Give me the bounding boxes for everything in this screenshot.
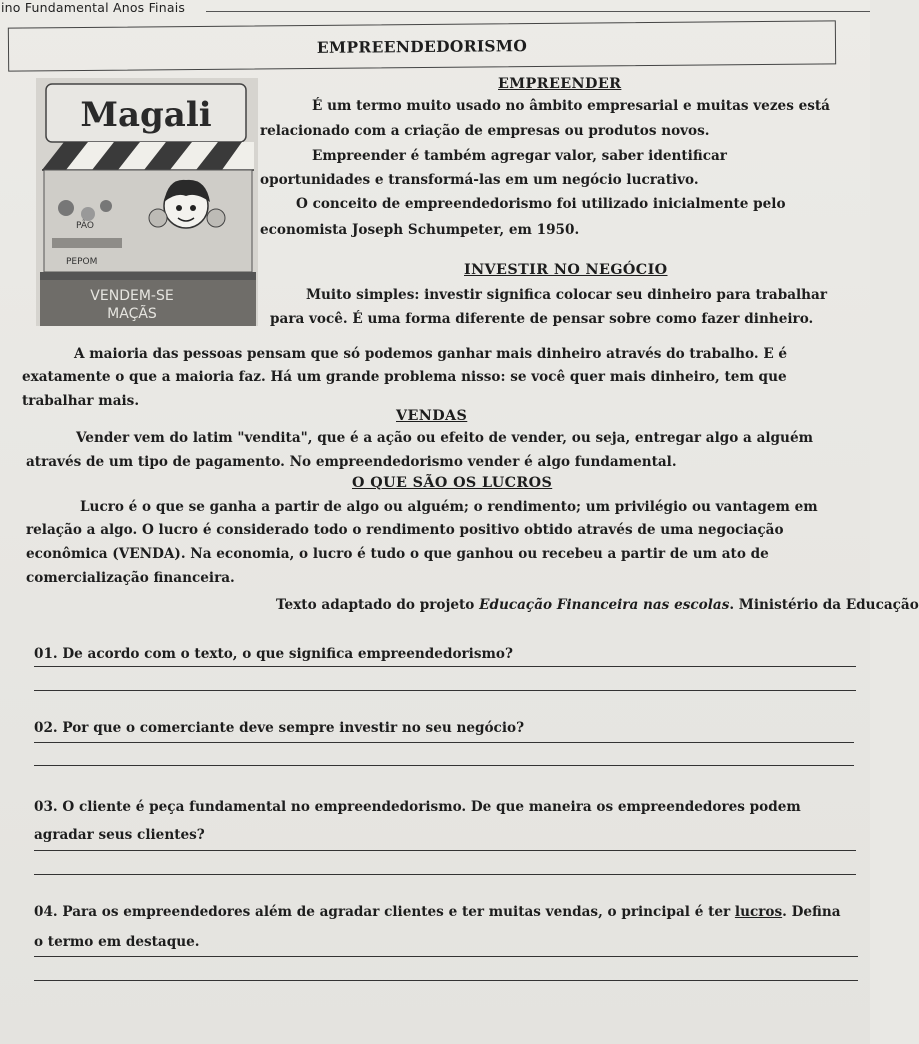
shelf-label-2: PEPOM <box>66 257 98 267</box>
question-2: 02. Por que o comerciante deve sempre investir no seu negócio? <box>34 720 525 736</box>
lucros-line-4: comercialização financeira. <box>26 570 235 586</box>
awning <box>42 142 254 170</box>
empreender-line-1: É um termo muito usado no âmbito empresarial e muitas vezes está <box>312 98 830 114</box>
source-prefix: Texto adaptado do projeto <box>276 597 480 613</box>
vendas-line-1: Vender vem do latim "vendita", que é a ação ou efeito de vender, ou seja, entregar algo a alguém <box>76 430 813 446</box>
answer-line-2a[interactable] <box>34 742 854 743</box>
source-suffix: . Ministério da Educação <box>729 597 919 613</box>
lucros-line-2: relação a algo. O lucro é considerado todo o rendimento positivo obtido através de uma negociação <box>26 522 784 538</box>
investir-line-5: trabalhar mais. <box>22 393 140 409</box>
school-header-underline <box>206 11 870 12</box>
q4-text-b: . Defina <box>782 904 841 920</box>
source-credit <box>276 594 919 617</box>
school-header: ino Fundamental Anos Finais <box>1 0 186 15</box>
investir-line-2: para você. É uma forma diferente de pensar sobre como fazer dinheiro. <box>270 311 814 327</box>
heading-investir: INVESTIR NO NEGÓCIO <box>464 262 668 278</box>
answer-line-4b[interactable] <box>34 980 858 981</box>
lucros-line-1: Lucro é o que se ganha a partir de algo ou alguém; o rendimento; um privilégio ou vantagem em <box>80 499 818 515</box>
question-1: 01. De acordo com o texto, o que significa empreendedorismo? <box>34 646 513 662</box>
q4-text-a: 04. Para os empreendedores além de agradar clientes e ter muitas vendas, o principal é ter <box>34 904 735 920</box>
investir-line-3: A maioria das pessoas pensam que só podemos ganhar mais dinheiro através do trabalho. E é <box>74 346 788 362</box>
question-4-line-1 <box>34 904 841 920</box>
empreender-line-3: Empreender é também agregar valor, saber identificar <box>312 148 727 164</box>
vendas-line-2: através de um tipo de pagamento. No empreendedorismo vender é algo fundamental. <box>26 454 677 470</box>
heading-lucros: O QUE SÃO OS LUCROS <box>352 475 553 491</box>
heading-vendas: VENDAS <box>396 408 468 424</box>
source-italic: Educação Financeira nas escolas <box>479 597 730 613</box>
lucros-line-3: econômica (VENDA). Na economia, o lucro é tudo o que ganhou ou recebeu a partir de um ato de <box>26 546 769 562</box>
question-4-line-2: o termo em destaque. <box>34 934 200 950</box>
investir-line-4: exatamente o que a maioria faz. Há um grande problema nisso: se você quer mais dinheiro, tem que <box>22 369 787 385</box>
empreender-line-6: economista Joseph Schumpeter, em 1950. <box>260 222 580 238</box>
answer-line-1a[interactable] <box>34 666 856 667</box>
answer-line-2b[interactable] <box>34 765 854 766</box>
q4-highlight-lucros: lucros <box>734 904 783 920</box>
shelf-label-1: PÃO <box>76 221 94 231</box>
title-box <box>8 20 836 71</box>
investir-line-1: Muito simples: investir significa colocar seu dinheiro para trabalhar <box>306 287 828 303</box>
sign-title: Magali <box>80 95 212 135</box>
answer-line-1b[interactable] <box>34 690 856 691</box>
answer-line-4a[interactable] <box>34 956 858 957</box>
empreender-line-2: relacionado com a criação de empresas ou produtos novos. <box>260 123 710 139</box>
stand-text-line2: MAÇÃS <box>107 306 157 322</box>
question-3-line-1: 03. O cliente é peça fundamental no empreendedorismo. De que maneira os empreendedores podem <box>34 799 801 815</box>
answer-line-3b[interactable] <box>34 874 856 875</box>
heading-empreender: EMPREENDER <box>498 76 622 92</box>
page-title: EMPREENDEDORISMO <box>316 36 528 57</box>
answer-line-3a[interactable] <box>34 850 856 851</box>
question-3-line-2: agradar seus clientes? <box>34 827 205 843</box>
magali-stand-illustration <box>36 78 258 326</box>
stand-text-line1: VENDEM-SE <box>90 288 174 304</box>
counter-top <box>40 272 256 280</box>
empreender-line-5: O conceito de empreendedorismo foi utilizado inicialmente pelo <box>296 196 786 212</box>
empreender-line-4: oportunidades e transformá-las em um negócio lucrativo. <box>260 172 699 188</box>
